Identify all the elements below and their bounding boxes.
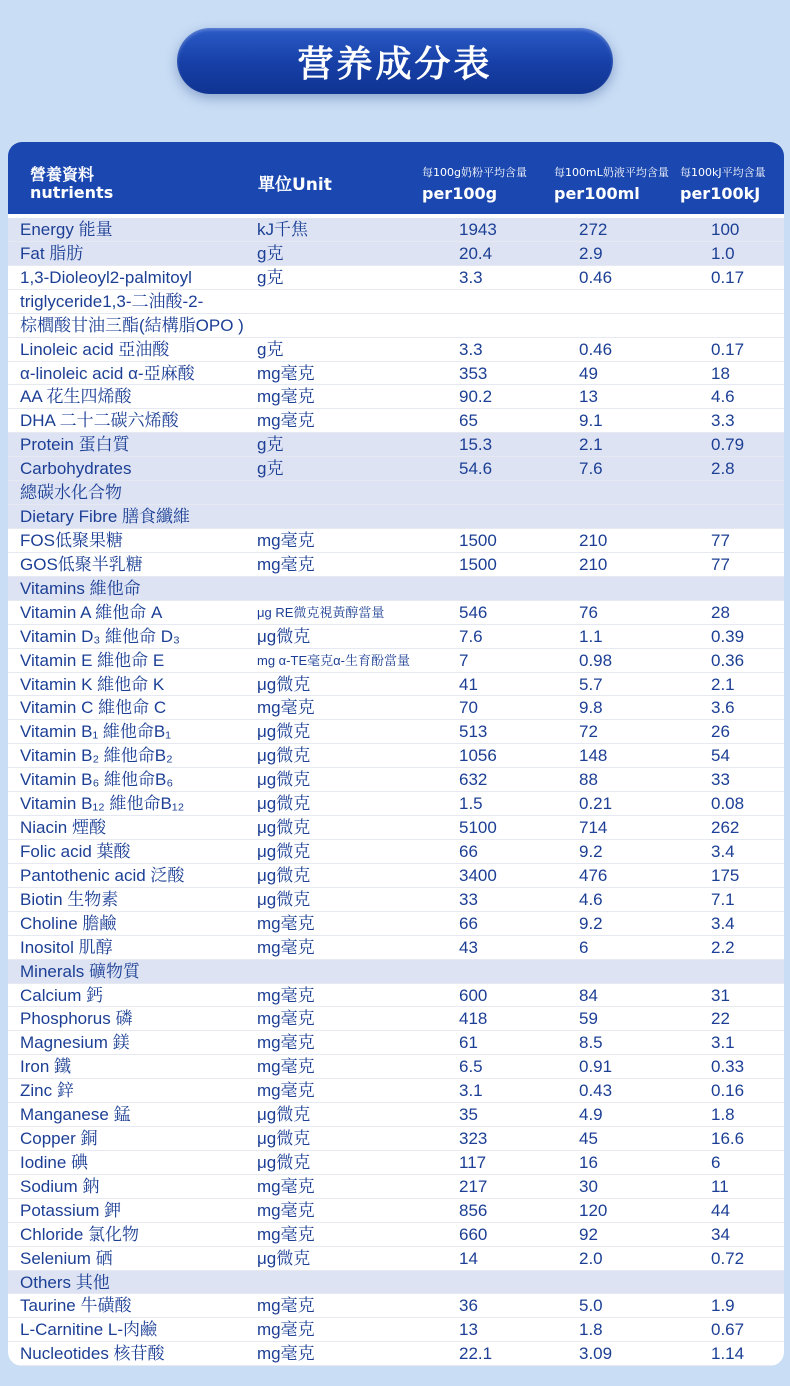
nutrient-name: Calcium 鈣 [20,985,104,1005]
value-per-100g: 20.4 [459,243,493,263]
nutrient-name: Taurine 牛磺酸 [20,1296,132,1316]
nutrient-unit: mg α-TE毫克α-生育酚當量 [257,652,410,668]
table-row [8,290,784,314]
nutrient-unit: mg毫克 [257,411,315,431]
header-col3-caption: 每100kJ平均含量 [680,166,766,179]
nutrient-unit: μg微克 [257,794,311,814]
value-per-100kj: 26 [711,722,730,742]
nutrient-unit: mg毫克 [257,1344,315,1364]
nutrient-unit: kJ千焦 [257,220,308,239]
nutrient-name: 總碳水化合物 [20,483,122,503]
value-per-100g: 1.5 [459,794,483,814]
value-per-100ml: 2.1 [579,435,603,455]
nutrient-unit: μg微克 [257,818,311,838]
nutrient-name: Vitamin C 維他命 C [20,698,167,718]
nutrient-name: Sodium 鈉 [20,1176,100,1196]
value-per-100kj: 77 [711,530,730,550]
value-per-100kj: 18 [711,363,730,383]
value-per-100g: 66 [459,913,478,933]
value-per-100ml: 1.1 [579,626,603,646]
value-per-100g: 65 [459,411,478,431]
value-per-100ml: 1.8 [579,1320,603,1340]
value-per-100ml: 49 [579,363,598,383]
nutrient-name: Vitamin A 維他命 A [20,602,163,622]
value-per-100kj: 3.4 [711,913,735,933]
page-title: 营养成分表 [177,28,613,94]
nutrient-unit: mg毫克 [257,363,315,383]
value-per-100g: 513 [459,722,488,742]
nutrient-unit: mg毫克 [257,937,315,957]
table-row [8,840,784,864]
value-per-100kj: 6 [711,1152,721,1172]
value-per-100kj: 34 [711,1224,730,1244]
table-row [8,864,784,888]
table-row [8,792,784,816]
table-row [8,242,784,266]
value-per-100kj: 1.9 [711,1296,735,1316]
header-col2-label: per100ml [554,184,640,203]
nutrient-name: Vitamin D₃ 維他命 D₃ [20,626,180,646]
value-per-100g: 7.6 [459,626,483,646]
value-per-100kj: 28 [711,602,730,622]
nutrient-name: Selenium 硒 [20,1248,113,1268]
nutrient-unit: mg毫克 [257,1296,315,1316]
value-per-100ml: 476 [579,865,608,885]
nutrient-name: Magnesium 鎂 [20,1033,130,1053]
value-per-100kj: 0.67 [711,1320,745,1340]
nutrient-name: Energy 能量 [20,220,113,239]
value-per-100kj: 77 [711,554,730,574]
value-per-100kj: 2.8 [711,459,735,479]
value-per-100ml: 13 [579,387,598,407]
value-per-100kj: 3.3 [711,411,735,431]
table-row [8,1223,784,1247]
value-per-100g: 5100 [459,818,497,838]
nutrient-name: Vitamin B₁ 維他命B₁ [20,722,171,742]
value-per-100kj: 0.17 [711,267,745,287]
nutrient-name: Vitamins 維他命 [20,578,141,598]
value-per-100kj: 54 [711,746,730,766]
nutrient-name: Niacin 煙酸 [20,818,106,838]
nutrient-name: Protein 蛋白質 [20,435,130,455]
value-per-100g: 856 [459,1200,488,1220]
value-per-100ml: 210 [579,554,608,574]
value-per-100g: 1056 [459,746,497,766]
table-row [8,481,784,505]
value-per-100ml: 2.0 [579,1248,603,1268]
nutrient-unit: mg毫克 [257,1320,315,1340]
value-per-100ml: 120 [579,1200,608,1220]
value-per-100ml: 92 [579,1224,598,1244]
value-per-100ml: 0.91 [579,1057,613,1077]
nutrient-name: AA 花生四烯酸 [20,387,132,407]
value-per-100ml: 0.43 [579,1081,613,1101]
value-per-100g: 546 [459,602,488,622]
value-per-100kj: 33 [711,770,730,790]
value-per-100g: 117 [459,1152,487,1172]
value-per-100kj: 44 [711,1200,730,1220]
value-per-100ml: 5.0 [579,1296,603,1316]
value-per-100ml: 9.8 [579,698,603,718]
value-per-100g: 61 [459,1033,478,1053]
nutrient-unit: μg微克 [257,1152,311,1172]
nutrient-name: Vitamin B₂ 維他命B₂ [20,746,173,766]
value-per-100g: 41 [459,674,478,694]
nutrient-unit: μg微克 [257,1105,311,1125]
nutrient-name: Carbohydrates [20,459,132,479]
nutrient-unit: μg微克 [257,889,311,909]
value-per-100ml: 16 [579,1152,598,1172]
nutrient-name: Manganese 錳 [20,1105,131,1125]
nutrient-unit: mg毫克 [257,387,315,407]
header-nutrients-zh: 營養資料 [30,165,95,184]
nutrient-unit: μg微克 [257,626,311,646]
nutrient-unit: mg毫克 [257,913,315,933]
value-per-100ml: 76 [579,602,598,622]
value-per-100kj: 11 [711,1176,729,1196]
nutrient-unit: μg微克 [257,1248,311,1268]
value-per-100g: 90.2 [459,387,493,407]
nutrient-unit: μg微克 [257,1129,311,1149]
nutrient-unit: mg毫克 [257,698,315,718]
nutrient-unit: mg毫克 [257,1200,315,1220]
nutrient-unit: mg毫克 [257,1081,315,1101]
table-row [8,433,784,457]
value-per-100ml: 4.6 [579,889,603,909]
nutrition-table [8,142,784,1366]
table-row [8,649,784,673]
value-per-100kj: 175 [711,865,740,885]
nutrient-name: Potassium 鉀 [20,1200,122,1220]
nutrient-unit: μg RE微克視黃醇當量 [257,604,385,620]
nutrient-name: Vitamin E 維他命 E [20,650,165,670]
nutrient-unit: mg毫克 [257,1176,315,1196]
value-per-100ml: 7.6 [579,459,603,479]
nutrient-name: 棕櫚酸甘油三酯(結構脂OPO ) [20,315,244,335]
nutrient-name: Biotin 生物素 [20,889,119,909]
nutrient-name: Iron 鐵 [20,1057,72,1077]
table-header [8,142,784,214]
value-per-100ml: 59 [579,1009,598,1029]
nutrient-unit: mg毫克 [257,1009,315,1029]
table-row [8,457,784,481]
value-per-100ml: 8.5 [579,1033,603,1053]
header-col2-caption: 每100mL奶液平均含量 [554,166,669,179]
table-row [8,266,784,290]
value-per-100ml: 9.1 [579,411,603,431]
value-per-100g: 353 [459,363,488,383]
value-per-100g: 70 [459,698,478,718]
table-row [8,577,784,601]
nutrient-name: Nucleotides 核苷酸 [20,1344,165,1364]
value-per-100ml: 714 [579,818,608,838]
nutrient-name: Iodine 碘 [20,1152,89,1172]
table-row [8,338,784,362]
table-row [8,409,784,433]
nutrient-name: 1,3-Dioleoyl2-palmitoyl [20,267,192,287]
table-row [8,1318,784,1342]
value-per-100ml: 210 [579,530,608,550]
nutrient-name: α-linoleic acid α-亞麻酸 [20,363,195,383]
table-row [8,314,784,338]
value-per-100g: 632 [459,770,488,790]
value-per-100ml: 0.21 [579,794,613,814]
value-per-100g: 22.1 [459,1344,493,1364]
nutrient-unit: mg毫克 [257,530,315,550]
value-per-100g: 1943 [459,220,497,239]
table-row [8,1151,784,1175]
value-per-100g: 6.5 [459,1057,483,1077]
table-row [8,912,784,936]
table-row [8,1079,784,1103]
value-per-100g: 36 [459,1296,478,1316]
header-col1-caption: 每100g奶粉平均含量 [422,166,527,179]
value-per-100kj: 0.33 [711,1057,745,1077]
table-row [8,1007,784,1031]
value-per-100g: 13 [459,1320,478,1340]
value-per-100g: 323 [459,1129,488,1149]
value-per-100g: 66 [459,841,478,861]
value-per-100kj: 3.6 [711,698,735,718]
table-row [8,960,784,984]
value-per-100ml: 0.98 [579,650,613,670]
value-per-100kj: 0.16 [711,1081,745,1101]
nutrient-name: GOS低聚半乳糖 [20,554,143,574]
nutrient-name: Vitamin K 維他命 K [20,674,165,694]
table-row [8,1175,784,1199]
nutrient-name: Fat 脂肪 [20,243,84,263]
value-per-100g: 7 [459,650,469,670]
value-per-100g: 33 [459,889,478,909]
value-per-100g: 43 [459,937,478,957]
value-per-100ml: 5.7 [579,674,603,694]
table-row [8,888,784,912]
value-per-100ml: 84 [579,985,598,1005]
value-per-100ml: 3.09 [579,1344,613,1364]
nutrient-unit: μg微克 [257,674,311,694]
table-row [8,744,784,768]
value-per-100kj: 4.6 [711,387,735,407]
value-per-100ml: 30 [579,1176,598,1196]
value-per-100ml: 4.9 [579,1105,603,1125]
value-per-100kj: 262 [711,818,740,838]
value-per-100g: 660 [459,1224,488,1244]
nutrient-name: Inositol 肌醇 [20,937,113,957]
value-per-100kj: 0.08 [711,794,745,814]
value-per-100ml: 72 [579,722,598,742]
table-row [8,720,784,744]
table-row [8,816,784,840]
value-per-100g: 3.3 [459,339,483,359]
value-per-100g: 1500 [459,530,497,550]
table-row [8,1103,784,1127]
table-row [8,218,784,242]
nutrient-name: Choline 膽鹼 [20,913,117,933]
value-per-100kj: 3.4 [711,841,735,861]
value-per-100kj: 1.14 [711,1344,745,1364]
nutrient-unit: μg微克 [257,865,311,885]
value-per-100kj: 31 [711,985,730,1005]
nutrient-unit: g克 [257,435,284,455]
value-per-100kj: 0.17 [711,339,745,359]
nutrient-name: Vitamin B₆ 維他命B₆ [20,770,174,790]
nutrient-name: FOS低聚果糖 [20,530,123,550]
header-col1-label: per100g [422,184,498,203]
value-per-100g: 600 [459,985,488,1005]
table-row [8,529,784,553]
value-per-100kj: 0.39 [711,626,745,646]
value-per-100g: 15.3 [459,435,493,455]
nutrient-unit: μg微克 [257,841,311,861]
value-per-100g: 217 [459,1176,488,1196]
nutrient-name: Dietary Fibre 膳食纖維 [20,507,191,527]
value-per-100kj: 1.8 [711,1105,735,1125]
value-per-100ml: 0.46 [579,339,613,359]
value-per-100ml: 148 [579,746,608,766]
table-row [8,1055,784,1079]
nutrient-name: DHA 二十二碳六烯酸 [20,411,179,431]
value-per-100kj: 2.2 [711,937,735,957]
nutrient-name: Folic acid 葉酸 [20,841,131,861]
nutrient-name: Vitamin B₁₂ 維他命B₁₂ [20,794,185,814]
table-row [8,936,784,960]
value-per-100g: 54.6 [459,459,493,479]
value-per-100g: 14 [459,1248,478,1268]
table-row [8,1199,784,1223]
nutrient-unit: mg毫克 [257,1224,315,1244]
value-per-100kj: 0.79 [711,435,745,455]
table-row [8,625,784,649]
table-row [8,385,784,409]
table-row [8,984,784,1008]
value-per-100kj: 0.72 [711,1248,745,1268]
value-per-100g: 35 [459,1105,478,1125]
value-per-100g: 3.1 [459,1081,483,1101]
value-per-100kj: 1.0 [711,243,735,263]
nutrient-unit: mg毫克 [257,554,315,574]
nutrient-unit: g克 [257,267,284,287]
value-per-100g: 3400 [459,865,497,885]
table-row [8,1127,784,1151]
table-row [8,505,784,529]
nutrient-unit: g克 [257,459,284,479]
header-col3-label: per100kJ [680,184,761,203]
nutrient-name: triglyceride1,3-二油酸-2- [20,291,204,311]
value-per-100ml: 272 [579,220,608,239]
nutrient-name: Copper 銅 [20,1129,98,1149]
value-per-100kj: 16.6 [711,1129,745,1149]
nutrient-name: L-Carnitine L-肉鹼 [20,1320,157,1340]
value-per-100g: 418 [459,1009,488,1029]
nutrient-name: Others 其他 [20,1272,110,1292]
value-per-100ml: 9.2 [579,913,603,933]
nutrient-name: Phosphorus 磷 [20,1009,133,1029]
nutrient-unit: g克 [257,243,284,263]
value-per-100ml: 9.2 [579,841,603,861]
value-per-100kj: 0.36 [711,650,745,670]
nutrient-unit: μg微克 [257,746,311,766]
table-row [8,673,784,697]
value-per-100ml: 6 [579,937,589,957]
value-per-100kj: 7.1 [711,889,735,909]
table-row [8,362,784,386]
nutrient-unit: mg毫克 [257,1033,315,1053]
value-per-100ml: 0.46 [579,267,613,287]
table-row [8,1031,784,1055]
value-per-100kj: 100 [711,220,740,239]
value-per-100g: 1500 [459,554,497,574]
value-per-100ml: 45 [579,1129,598,1149]
table-row [8,768,784,792]
table-row [8,696,784,720]
nutrient-name: Pantothenic acid 泛酸 [20,865,185,885]
nutrient-unit: g克 [257,339,284,359]
value-per-100ml: 2.9 [579,243,603,263]
nutrient-unit: μg微克 [257,722,311,742]
nutrient-name: Minerals 礦物質 [20,961,140,981]
value-per-100kj: 3.1 [711,1033,735,1053]
nutrient-name: Chloride 氯化物 [20,1224,140,1244]
nutrient-unit: mg毫克 [257,1057,315,1077]
nutrient-unit: μg微克 [257,770,311,790]
nutrient-name: Zinc 鋅 [20,1081,74,1101]
table-row [8,1247,784,1271]
table-row [8,553,784,577]
table-row [8,1271,784,1295]
table-body [8,218,784,1366]
table-row [8,601,784,625]
table-row [8,1342,784,1366]
nutrient-unit: mg毫克 [257,985,315,1005]
value-per-100kj: 22 [711,1009,730,1029]
header-unit: 單位Unit [258,175,332,195]
value-per-100g: 3.3 [459,267,483,287]
value-per-100ml: 88 [579,770,598,790]
table-row [8,1294,784,1318]
header-nutrients-en: nutrients [30,183,114,202]
nutrient-name: Linoleic acid 亞油酸 [20,339,170,359]
value-per-100kj: 2.1 [711,674,735,694]
